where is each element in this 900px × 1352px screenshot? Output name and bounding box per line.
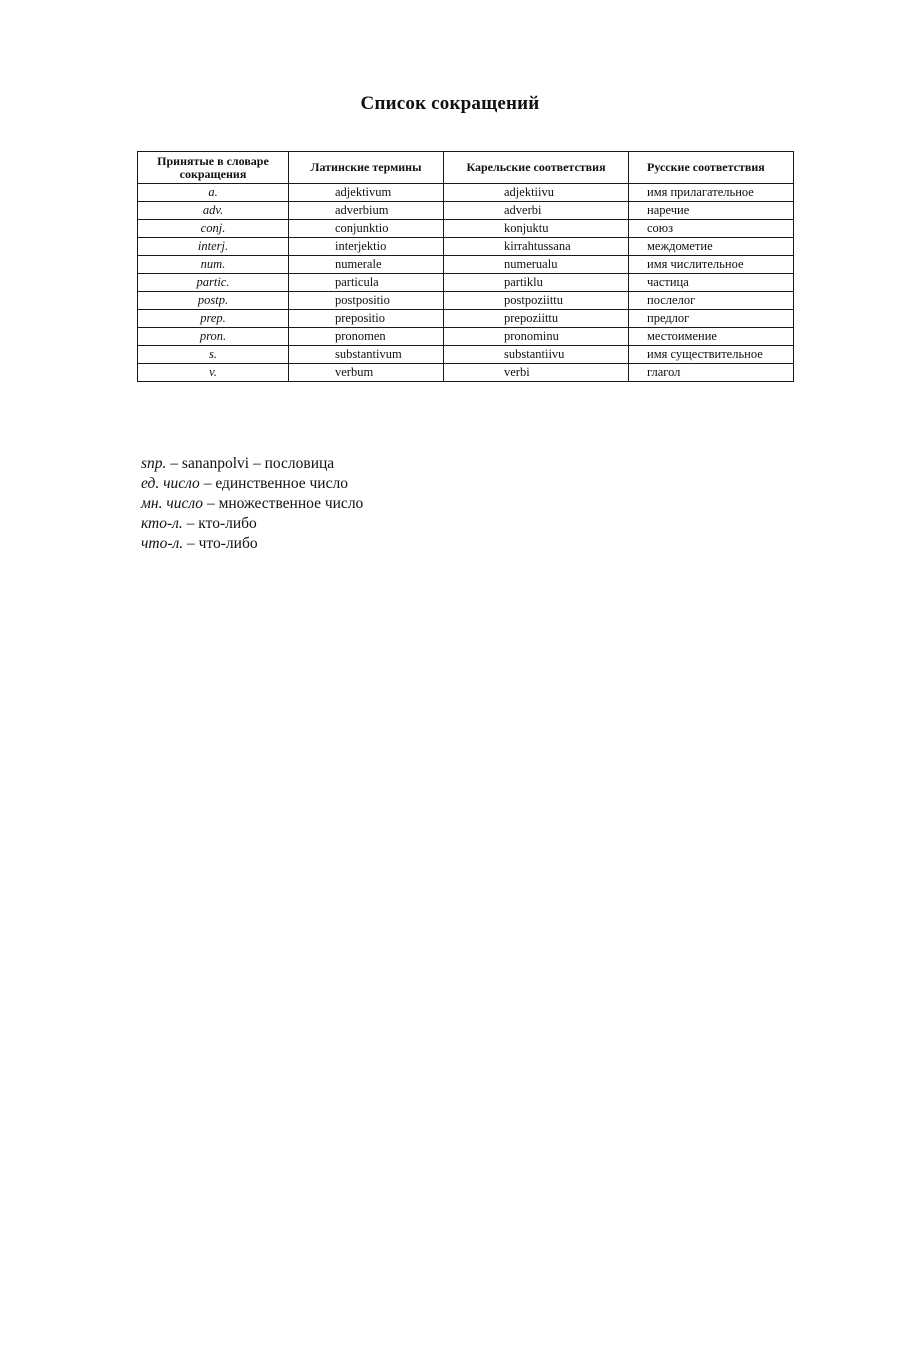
latin-cell: adjektivum — [289, 184, 444, 202]
abbr-cell: prep. — [138, 310, 289, 328]
latin-cell: postpositio — [289, 292, 444, 310]
abbr-cell: partic. — [138, 274, 289, 292]
header-russian-equivalents: Русские соответствия — [629, 152, 794, 184]
latin-cell: conjunktio — [289, 220, 444, 238]
abbr-cell: postp. — [138, 292, 289, 310]
latin-cell: particula — [289, 274, 444, 292]
russian-cell: имя числительное — [629, 256, 794, 274]
note-text: – кто-либо — [182, 515, 257, 532]
table-row — [138, 346, 794, 364]
latin-cell: verbum — [289, 364, 444, 382]
note-abbr: что-л. — [141, 535, 184, 552]
note-abbr: кто-л. — [141, 515, 183, 532]
note-line — [141, 454, 363, 474]
header-abbreviations: Принятые в словаре сокращения — [138, 152, 289, 184]
abbr-cell: v. — [138, 364, 289, 382]
note-line — [141, 514, 363, 534]
abbr-cell: interj. — [138, 238, 289, 256]
table-row — [138, 238, 794, 256]
table-row — [138, 220, 794, 238]
karelian-cell: prepoziittu — [444, 310, 629, 328]
latin-cell: pronomen — [289, 328, 444, 346]
russian-cell: предлог — [629, 310, 794, 328]
russian-cell: частица — [629, 274, 794, 292]
note-text: – множественное число — [203, 495, 364, 512]
additional-abbreviations — [141, 454, 363, 554]
karelian-cell: numerualu — [444, 256, 629, 274]
russian-cell: глагол — [629, 364, 794, 382]
abbr-cell: conj. — [138, 220, 289, 238]
russian-cell: союз — [629, 220, 794, 238]
table-row — [138, 328, 794, 346]
russian-cell: имя прилагательное — [629, 184, 794, 202]
abbr-cell: a. — [138, 184, 289, 202]
latin-cell: adverbium — [289, 202, 444, 220]
note-line — [141, 494, 363, 514]
header-karelian-equivalents: Карельские соответствия — [444, 152, 629, 184]
table-row — [138, 184, 794, 202]
russian-cell: междометие — [629, 238, 794, 256]
table-row — [138, 256, 794, 274]
abbr-cell: s. — [138, 346, 289, 364]
latin-cell: numerale — [289, 256, 444, 274]
page-title: Список сокращений — [360, 93, 540, 114]
karelian-cell: verbi — [444, 364, 629, 382]
table-row — [138, 292, 794, 310]
latin-cell: interjektio — [289, 238, 444, 256]
table-row — [138, 274, 794, 292]
table-row — [138, 310, 794, 328]
karelian-cell: pronominu — [444, 328, 629, 346]
note-text: – единственное число — [199, 475, 348, 492]
russian-cell: местоимение — [629, 328, 794, 346]
abbr-cell: num. — [138, 256, 289, 274]
russian-cell: послелог — [629, 292, 794, 310]
russian-cell: наречие — [629, 202, 794, 220]
abbr-cell: adv. — [138, 202, 289, 220]
karelian-cell: konjuktu — [444, 220, 629, 238]
note-abbr: ед. число — [141, 475, 200, 492]
karelian-cell: kirrahtussana — [444, 238, 629, 256]
latin-cell: prepositio — [289, 310, 444, 328]
latin-cell: substantivum — [289, 346, 444, 364]
note-abbr: snp. — [141, 455, 167, 472]
karelian-cell: postpoziittu — [444, 292, 629, 310]
note-line — [141, 474, 363, 494]
header-latin-terms: Латинские термины — [289, 152, 444, 184]
karelian-cell: substantiivu — [444, 346, 629, 364]
note-text: – sananpolvi – пословица — [166, 455, 335, 472]
table-row — [138, 364, 794, 382]
abbreviations-table — [137, 151, 794, 382]
note-text: – что-либо — [183, 535, 258, 552]
note-abbr: мн. число — [141, 495, 204, 512]
karelian-cell: adjektiivu — [444, 184, 629, 202]
table-row — [138, 202, 794, 220]
abbr-cell: pron. — [138, 328, 289, 346]
karelian-cell: adverbi — [444, 202, 629, 220]
table-header-row — [138, 152, 794, 184]
note-line — [141, 534, 363, 554]
karelian-cell: partiklu — [444, 274, 629, 292]
russian-cell: имя существительное — [629, 346, 794, 364]
